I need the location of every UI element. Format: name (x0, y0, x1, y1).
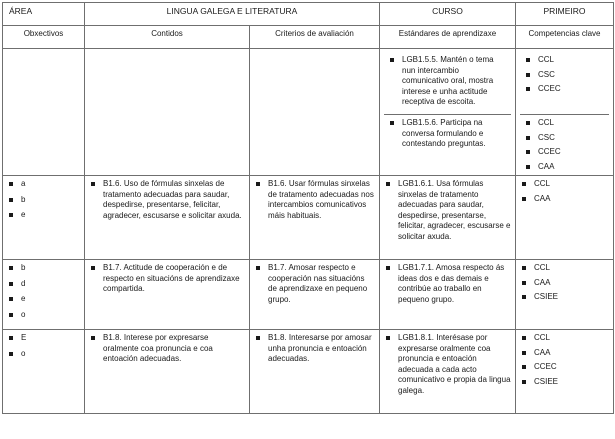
standard-text: LGB1.8.1. Interésase por expresarse oralmente coa pronuncia e entoación adecuada a cada acto comunicativo e propia da lingua galega. (384, 333, 511, 396)
objectives-cell (3, 176, 85, 260)
table-row (3, 330, 614, 414)
table-row (3, 260, 614, 330)
objective-item: b (7, 263, 80, 274)
competence-item: CAA (520, 348, 609, 359)
standard-item (384, 52, 511, 114)
content-cell (85, 176, 250, 260)
standards-cell (380, 49, 516, 176)
objective-item: e (7, 210, 80, 221)
table-row (3, 49, 614, 176)
competence-group (520, 114, 609, 172)
competence-item: CSIEE (520, 292, 609, 303)
objective-item: a (7, 179, 80, 190)
objectives-cell (3, 260, 85, 330)
course-label: CURSO (380, 3, 516, 26)
competence-item: CCL (524, 55, 605, 66)
objective-item: d (7, 279, 80, 290)
competence-item: CCEC (524, 84, 605, 95)
standards-cell (380, 330, 516, 414)
objective-item: o (7, 310, 80, 321)
standards-cell (380, 176, 516, 260)
subject-title: LINGUA GALEGA E LITERATURA (85, 3, 380, 26)
competence-item: CSC (524, 133, 605, 144)
criterion-cell (250, 176, 380, 260)
content-cell (85, 330, 250, 414)
competence-item: CCL (520, 263, 609, 274)
competence-item: CCL (520, 179, 609, 190)
competence-item: CCL (524, 118, 605, 129)
competence-item: CCL (520, 333, 609, 344)
content-text: B1.7. Actitude de cooperación e de respecto en situacións de aprendizaxe compartida. (89, 263, 245, 295)
column-header-competences: Competencias clave (516, 26, 614, 49)
criterion-text: B1.7. Amosar respecto e cooperación nas situacións de aprendizaxe en pequeno grupo. (254, 263, 375, 305)
course-value: PRIMEIRO (516, 3, 614, 26)
content-text: B1.8. Interese por expresarse oralmente coa pronuncia e coa entoación adecuadas. (89, 333, 245, 365)
column-header-contents: Contidos (85, 26, 250, 49)
header-row (3, 3, 614, 26)
standard-text: LGB1.6.1. Usa fórmulas sinxelas de tratamento adecuadas para saudar, despedirse, presentarse, felicitar, agradecer, escusarse e solicitar axuda. (384, 179, 511, 242)
competences-cell (516, 49, 614, 176)
criterion-text: B1.6. Usar fórmulas sinxelas de tratamento adecuadas nos intercambios comunicativos máis habituais. (254, 179, 375, 221)
competence-item: CAA (524, 162, 605, 173)
curriculum-table (2, 2, 614, 414)
competence-item: CCEC (520, 362, 609, 373)
standard-text: LGB1.5.6. Participa na conversa formulando e contestando preguntas. (388, 118, 507, 150)
objectives-cell (3, 330, 85, 414)
standard-text: LGB1.7.1. Amosa respecto ás ideas dos e das demais e contribúe ao traballo en pequeno grupo. (384, 263, 511, 305)
content-cell (85, 49, 250, 176)
content-cell (85, 260, 250, 330)
area-label: ÁREA (3, 3, 85, 26)
competences-cell (516, 176, 614, 260)
criterion-cell (250, 260, 380, 330)
criterion-cell (250, 49, 380, 176)
column-header-row (3, 26, 614, 49)
criterion-cell (250, 330, 380, 414)
competences-cell (516, 260, 614, 330)
objective-item: b (7, 195, 80, 206)
content-text: B1.6. Uso de fórmulas sinxelas de tratamento adecuadas para saudar, despedirse, presentarse, felicitar, agradecer, escusarse e solicitar axuda. (89, 179, 245, 221)
column-header-criteria: Criterios de avaliación (250, 26, 380, 49)
competence-group (520, 52, 609, 114)
standard-text: LGB1.5.5. Mantén o tema nun intercambio comunicativo oral, mostra interese e unha actitude receptiva de escoita. (388, 55, 507, 108)
standard-item (384, 114, 511, 172)
competence-item: CAA (520, 278, 609, 289)
table-row (3, 176, 614, 260)
objectives-cell (3, 49, 85, 176)
objective-item: e (7, 294, 80, 305)
competence-item: CSC (524, 70, 605, 81)
criterion-text: B1.8. Interesarse por amosar unha pronuncia e entoación adecuadas. (254, 333, 375, 365)
competence-item: CCEC (524, 147, 605, 158)
objective-item: E (7, 333, 80, 344)
competence-item: CAA (520, 194, 609, 205)
competence-item: CSIEE (520, 377, 609, 388)
standards-cell (380, 260, 516, 330)
column-header-standards: Estándares de aprendizaxe (380, 26, 516, 49)
competences-cell (516, 330, 614, 414)
column-header-objectives: Obxectivos (3, 26, 85, 49)
objective-item: o (7, 349, 80, 360)
